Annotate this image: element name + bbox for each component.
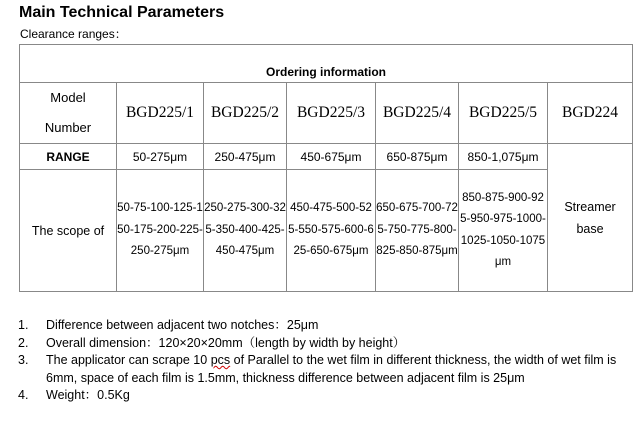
list-item [18, 335, 632, 353]
scope-cell: 850-875-900-925-950-975-1000-1025-1050-1075μm [459, 170, 548, 292]
model-label-line2: Number [44, 120, 92, 135]
ordering-table [19, 44, 633, 292]
list-item [18, 387, 632, 405]
scope-label: The scope of [20, 170, 117, 292]
model-number-label [20, 83, 117, 144]
model-cell: BGD225/4 [376, 83, 459, 144]
list-number: 3. [18, 353, 29, 367]
model-label-line1: Model [50, 90, 86, 105]
scope-cell: 250-275-300-325-350-400-425-450-475μm [204, 170, 287, 292]
range-cell: 650-875μm [376, 144, 459, 170]
list-text: Difference between adjacent two notches：25μm [46, 318, 319, 332]
range-label: RANGE [20, 144, 117, 170]
list-number: 4. [18, 388, 29, 402]
streamer-base-cell [548, 144, 633, 292]
streamer-line2: base [576, 221, 604, 236]
list-item [18, 317, 632, 335]
list-text: Overall dimension：120×20×20mm（length by width by height） [46, 335, 406, 350]
list-text: Weight：0.5Kg [46, 388, 130, 402]
range-cell: 250-475μm [204, 144, 287, 170]
table-header: Ordering information [20, 45, 633, 83]
scope-cell: 650-675-700-725-750-775-800-825-850-875μm [376, 170, 459, 292]
scope-cell: 450-475-500-525-550-575-600-625-650-675μm [287, 170, 376, 292]
page-title: Main Technical Parameters [19, 4, 225, 21]
streamer-line1: Streamer [564, 199, 616, 214]
list-text-continued: of Parallel to the wet film in different thickness, the width of wet film is 6mm, space of each film is 1.5mm, thickness difference between adjacent film is 25μm [46, 353, 617, 385]
scope-cell: 50-75-100-125-150-175-200-225-250-275μm [117, 170, 204, 292]
model-cell: BGD224 [548, 83, 633, 144]
section-subtitle: Clearance ranges： [20, 27, 127, 41]
model-cell: BGD225/1 [117, 83, 204, 144]
range-cell: 850-1,075μm [459, 144, 548, 170]
list-number: 2. [18, 335, 29, 350]
parameter-list [18, 317, 632, 405]
range-cell: 450-675μm [287, 144, 376, 170]
spellcheck-marked-word: pcs [210, 353, 231, 367]
model-cell: BGD225/2 [204, 83, 287, 144]
list-text: The applicator can scrape 10 [46, 353, 211, 367]
list-number: 1. [18, 318, 29, 332]
model-cell: BGD225/5 [459, 83, 548, 144]
range-cell: 50-275μm [117, 144, 204, 170]
list-item [18, 352, 632, 387]
model-cell: BGD225/3 [287, 83, 376, 144]
